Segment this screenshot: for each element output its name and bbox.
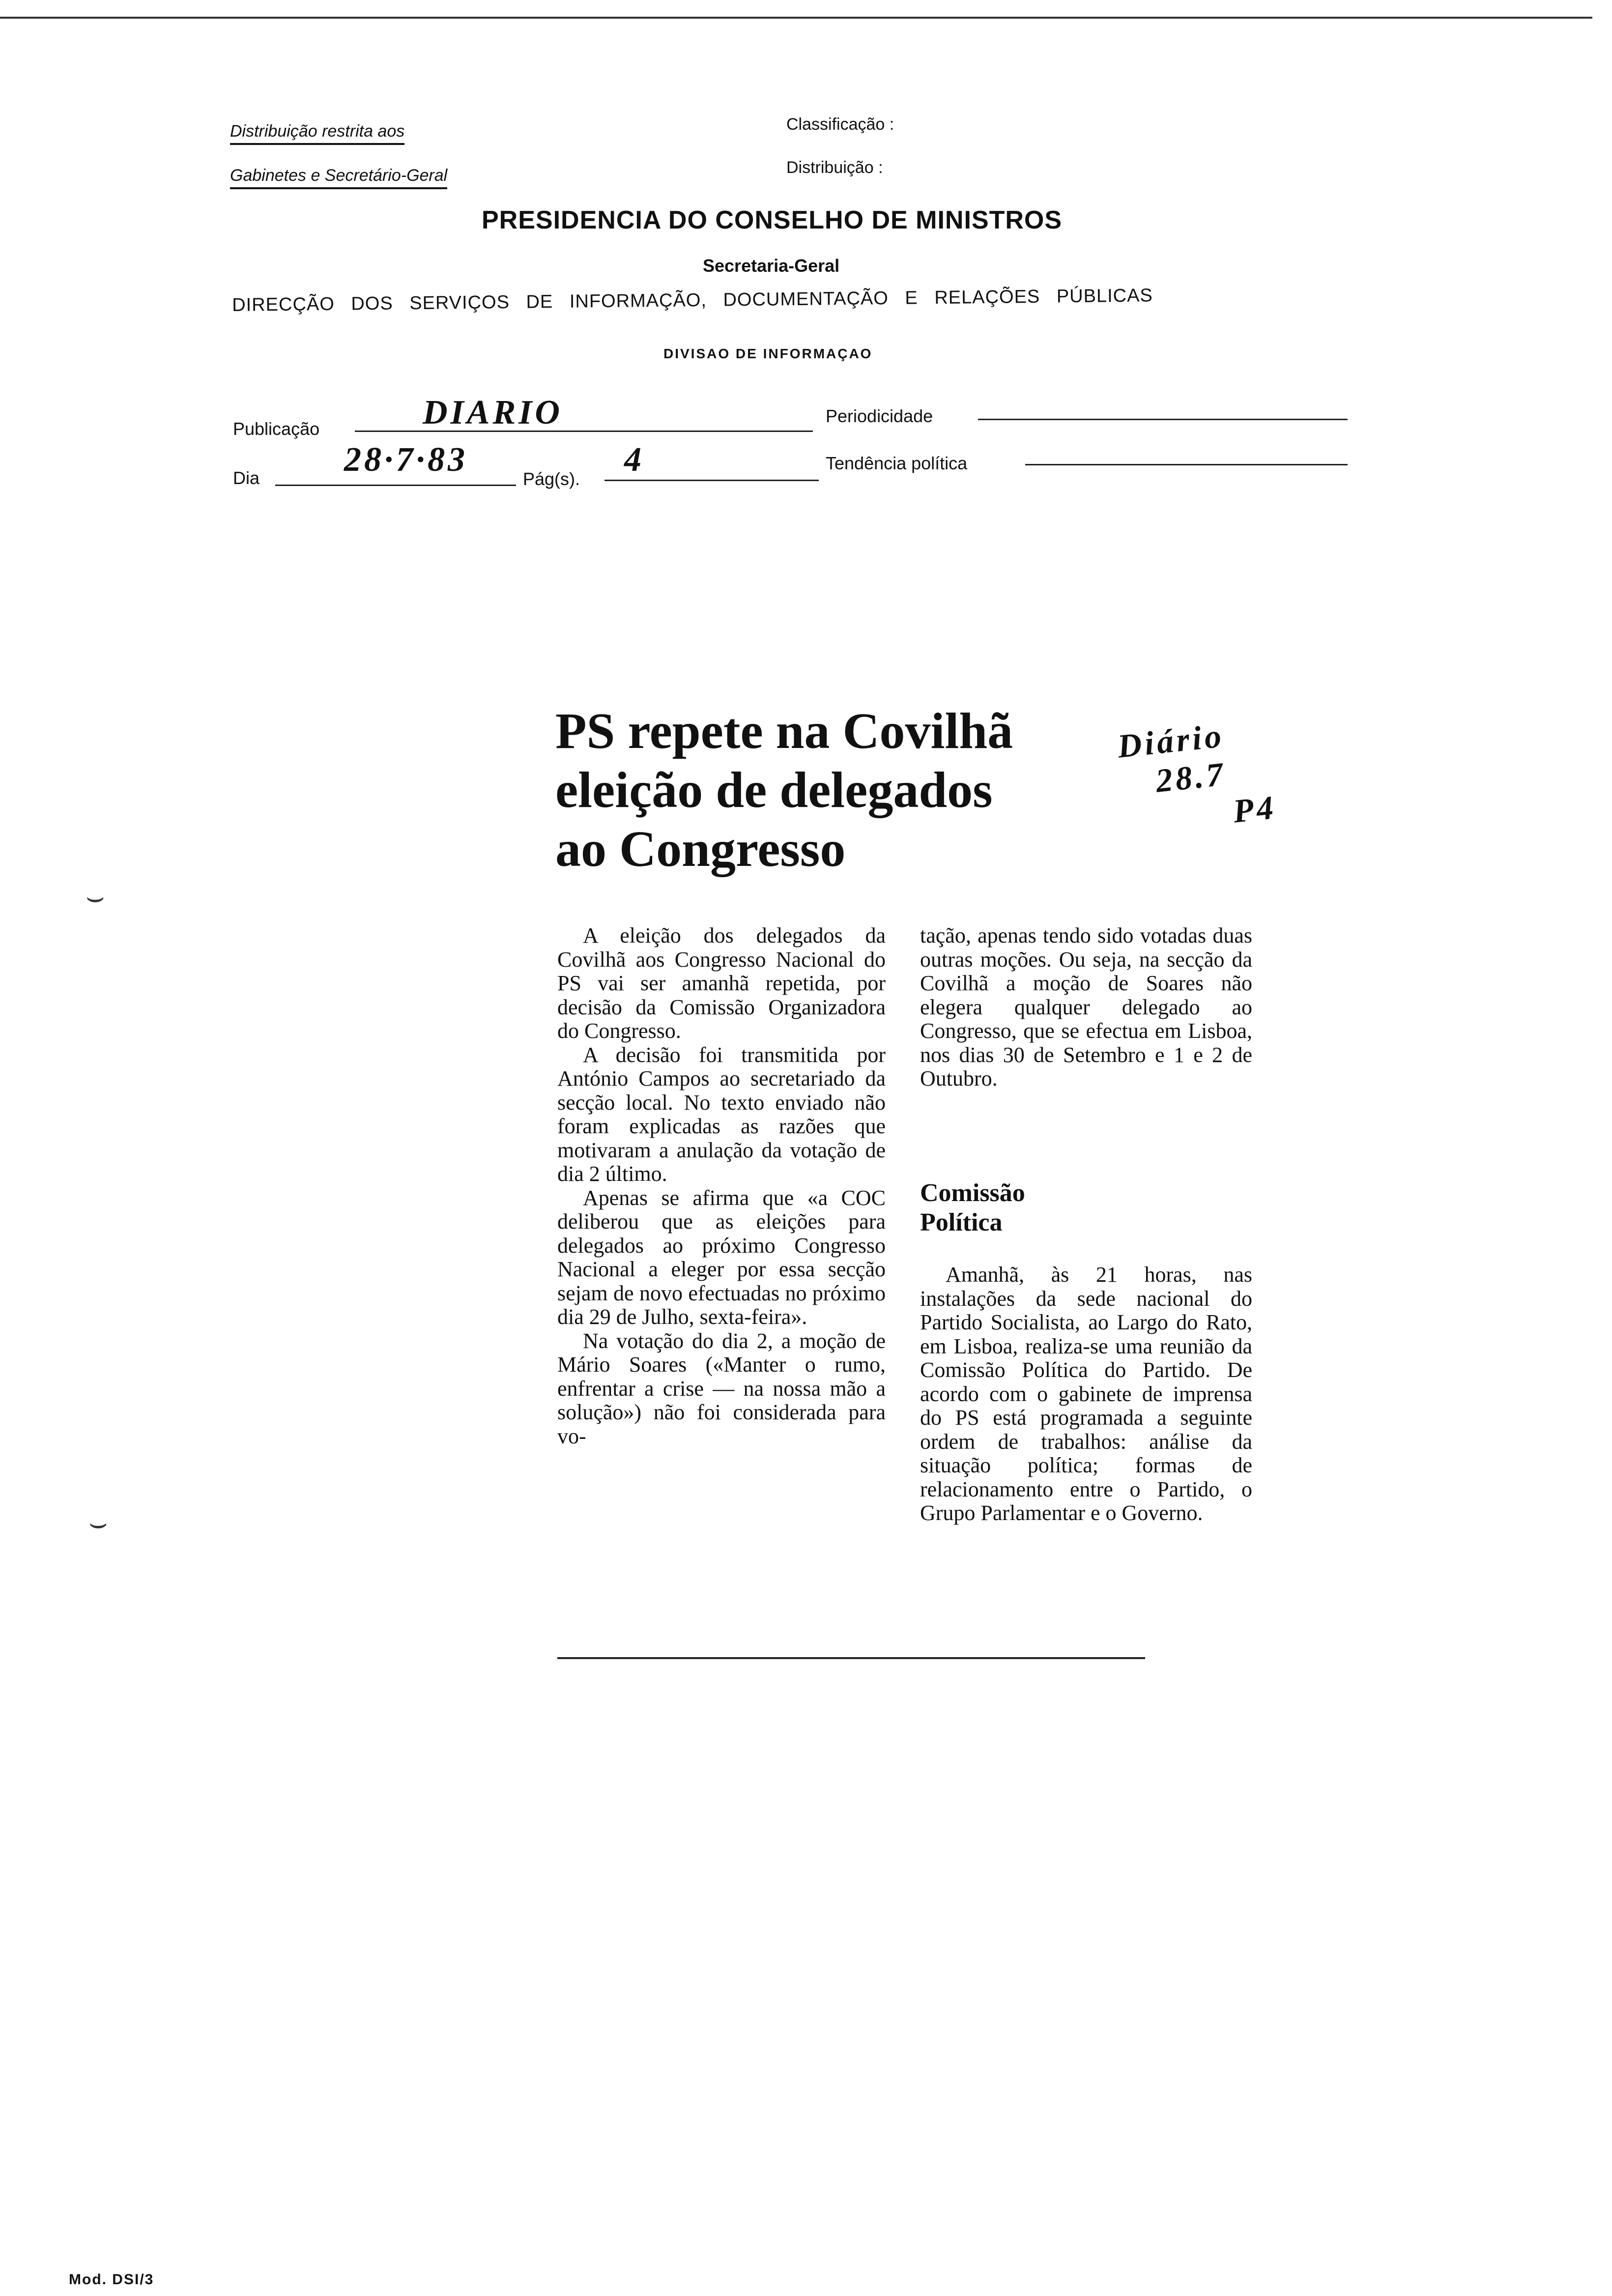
article-paragraph-continuation: tação, apenas tendo sido votadas duas outras moções. Ou seja, na secção da Covilhã a moção de Soares não elegera qualquer delegado ao Congresso, que se efectua em Lisboa, nos dias 30 de Setembro e 1 e 2 de Outubro. [920, 923, 1252, 1091]
classificacao-field: Classificação : [786, 115, 894, 134]
handwritten-note-line2: 28.7 [1153, 755, 1228, 800]
tendencia-label: Tendência política [826, 453, 968, 473]
article-paragraph: Apenas se afirma que «a COC deliberou que as eleições para delegados ao próximo Congresso Nacional a eleger por essa secção sejam de novo efectuadas no próximo dia 29 de Julho, sexta-feira». [557, 1185, 886, 1329]
pags-handwritten-value: 4 [624, 441, 644, 479]
handwritten-note-line3: P4 [1231, 788, 1278, 830]
subheading-line-2: Política [920, 1208, 1003, 1236]
dia-line [275, 485, 516, 486]
headline-line-1: PS repete na Covilhã [555, 703, 1013, 759]
institution-name: PRESIDENCIA DO CONSELHO DE MINISTROS [482, 206, 1063, 234]
headline-line-2: eleição de delegados [555, 762, 993, 818]
article-paragraph: A eleição dos delegados da Covilhã aos Congresso Nacional do PS vai ser amanhã repetida, por decisão da Comissão Organizadora do Congresso. [557, 923, 886, 1043]
article-paragraph: Amanhã, às 21 horas, nas instalações da sede nacional do Partido Socialista, ao Largo do Rato, em Lisboa, realiza-se uma reunião da Comissão Política do Partido. De acordo com o gabinete de imprensa do PS está programada a seguinte ordem de trabalhos: análise da situação política; formas de relacionamento entre o Partido, o Grupo Parlamentar e o Governo. [920, 1263, 1252, 1525]
dia-handwritten-value: 28·7·83 [344, 441, 468, 479]
margin-mark: ⌣ [88, 1506, 108, 1539]
distribution-note-line1: Distribuição restrita aos [230, 122, 404, 145]
article-headline [555, 702, 1096, 879]
publicacao-handwritten-value: DIARIO [423, 394, 563, 431]
division-name: DIVISAO DE INFORMAÇAO [663, 346, 873, 361]
top-rule [0, 17, 1592, 19]
form-code: Mod. DSI/3 [69, 2271, 154, 2288]
article-paragraph: Na votação do dia 2, a moção de Mário Soares («Manter o rumo, enfrentar a crise — na nossa mão a solução») não foi considerada para vo- [557, 1328, 886, 1448]
distribuicao-field: Distribuição : [786, 158, 883, 177]
tendencia-line [1025, 464, 1348, 465]
article-column-2-section [920, 1263, 1252, 1525]
distribution-note-line2: Gabinetes e Secretário-Geral [230, 166, 447, 189]
periodicidade-label: Periodicidade [826, 406, 933, 426]
dia-label: Dia [233, 468, 260, 488]
article-subheading [920, 1178, 1025, 1237]
article-column-2 [920, 924, 1252, 1091]
pags-label: Pág(s). [523, 469, 580, 489]
subheading-line-1: Comissão [920, 1179, 1025, 1207]
pags-line [604, 480, 819, 481]
periodicidade-line [978, 419, 1348, 420]
directorate-name: DIRECÇÃO DOS SERVIÇOS DE INFORMAÇÃO, DOCUMENTAÇÃO E RELAÇÕES PÚBLICAS [232, 285, 1153, 316]
handwritten-source-note [1116, 712, 1278, 842]
article-column-1 [557, 924, 886, 1448]
department-name: Secretaria-Geral [703, 256, 840, 276]
clipping-bottom-rule [557, 1657, 1145, 1659]
article-paragraph: A decisão foi transmitida por António Campos ao secretariado da secção local. No texto enviado não foram explicadas as razões que motivaram a anulação da votação de dia 2 último. [557, 1042, 886, 1186]
margin-mark: ⌣ [86, 880, 105, 913]
publicacao-label: Publicação [233, 419, 320, 439]
headline-line-3: ao Congresso [555, 821, 846, 877]
handwritten-note-line1: Diário [1116, 717, 1226, 765]
